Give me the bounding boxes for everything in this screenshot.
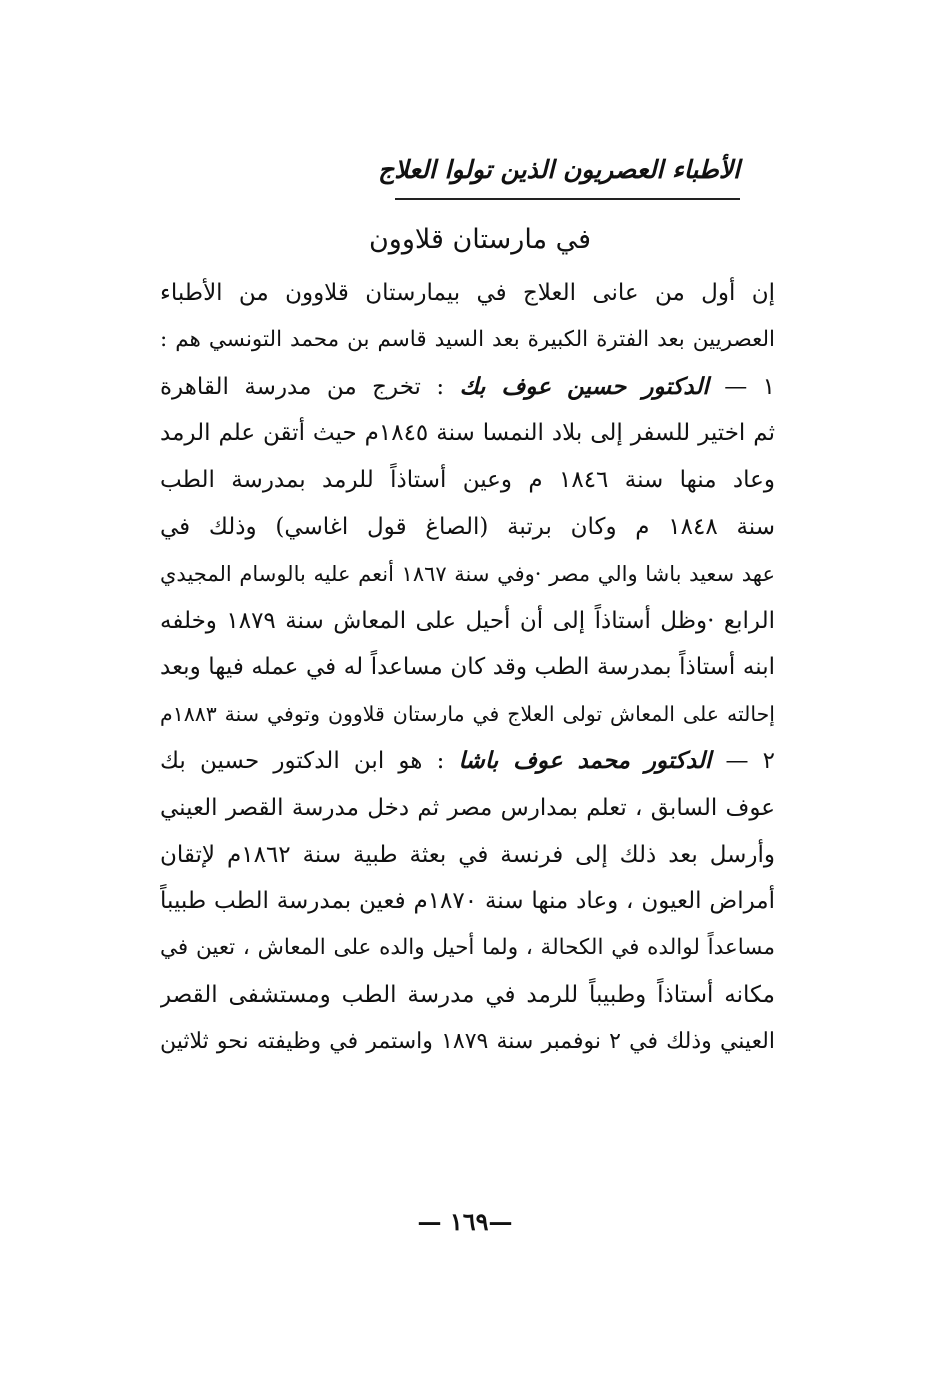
text-line bbox=[160, 504, 775, 551]
text-line bbox=[160, 551, 775, 598]
line-text: العيني وذلك في ٢ نوفمبر سنة ١٨٧٩ واستمر في وظيفته نحو ثلاثين bbox=[160, 1028, 775, 1054]
person-name: الدكتور محمد عوف باشا bbox=[458, 746, 712, 774]
text-line bbox=[160, 832, 775, 879]
text-line bbox=[160, 457, 775, 504]
text-line bbox=[160, 270, 775, 317]
text-line bbox=[160, 691, 775, 738]
section-subheading: في مارستان قلاوون bbox=[368, 224, 592, 255]
line-text: : هو ابن الدكتور حسين بك bbox=[160, 747, 459, 774]
line-text: وعاد منها سنة ١٨٤٦ م وعين أستاذاً للرمد بمدرسة الطب bbox=[160, 467, 775, 494]
list-number: ٢ — bbox=[711, 747, 775, 774]
line-text: أمراض العيون ، وعاد منها سنة ١٨٧٠م فعين بمدرسة الطب طبيباً bbox=[160, 888, 775, 915]
list-number: ١ — bbox=[708, 373, 775, 400]
text-line bbox=[160, 878, 775, 925]
person-name: الدكتور حسين عوف بك bbox=[459, 372, 709, 400]
page-number: —١٦٩ — bbox=[417, 1207, 513, 1236]
line-text: عهد سعيد باشا والي مصر ·وفي سنة ١٨٦٧ أنعم عليه بالوسام المجيدي bbox=[160, 561, 775, 586]
text-line bbox=[160, 598, 775, 645]
line-text: العصريين بعد الفترة الكبيرة بعد السيد قاسم بن محمد التونسي هم : bbox=[160, 326, 775, 352]
line-text: : تخرج من مدرسة القاهرة bbox=[160, 373, 460, 400]
text-line bbox=[160, 972, 775, 1019]
text-line bbox=[160, 410, 775, 457]
text-line bbox=[160, 644, 775, 691]
line-text: مساعداً لوالده في الكحالة ، ولما أحيل والده على المعاش ، تعين في bbox=[160, 935, 775, 961]
line-text: الرابع ·وظل أستاذاً إلى أن أحيل على المعاش سنة ١٨٧٩ وخلفه bbox=[160, 607, 775, 634]
text-line bbox=[160, 317, 775, 364]
line-text: مكانه أستاذاً وطبيباً للرمد في مدرسة الطب ومستشفى القصر bbox=[160, 981, 775, 1008]
line-text: ابنه أستاذاً بمدرسة الطب وقد كان مساعداً له في عمله فيها وبعد bbox=[160, 654, 775, 681]
body-text bbox=[160, 270, 775, 1066]
running-head: الأطباء العصريون الذين تولوا العلاج bbox=[378, 155, 740, 184]
text-line bbox=[160, 1019, 775, 1066]
header-rule bbox=[395, 198, 740, 200]
text-line bbox=[160, 738, 775, 785]
text-line bbox=[160, 785, 775, 832]
text-line bbox=[160, 925, 775, 972]
line-text: ثم اختير للسفر إلى بلاد النمسا سنة ١٨٤٥م حيث أتقن علم الرمد bbox=[160, 420, 775, 447]
line-text: إن أول من عانى العلاج في بيمارستان قلاوون من الأطباء bbox=[160, 280, 775, 306]
line-text: وأرسل بعد ذلك إلى فرنسة في بعثة طبية سنة ١٨٦٢م لإتقان bbox=[160, 841, 775, 868]
line-text: سنة ١٨٤٨ م وكان برتبة (الصاغ قول اغاسي) وذلك في bbox=[160, 513, 775, 540]
line-text: عوف السابق ، تعلم بمدارس مصر ثم دخل مدرسة القصر العيني bbox=[160, 794, 775, 821]
line-text: إحالته على المعاش تولى العلاج في مارستان قلاوون وتوفي سنة ١٨٨٣م bbox=[160, 702, 775, 727]
text-line bbox=[160, 364, 775, 411]
